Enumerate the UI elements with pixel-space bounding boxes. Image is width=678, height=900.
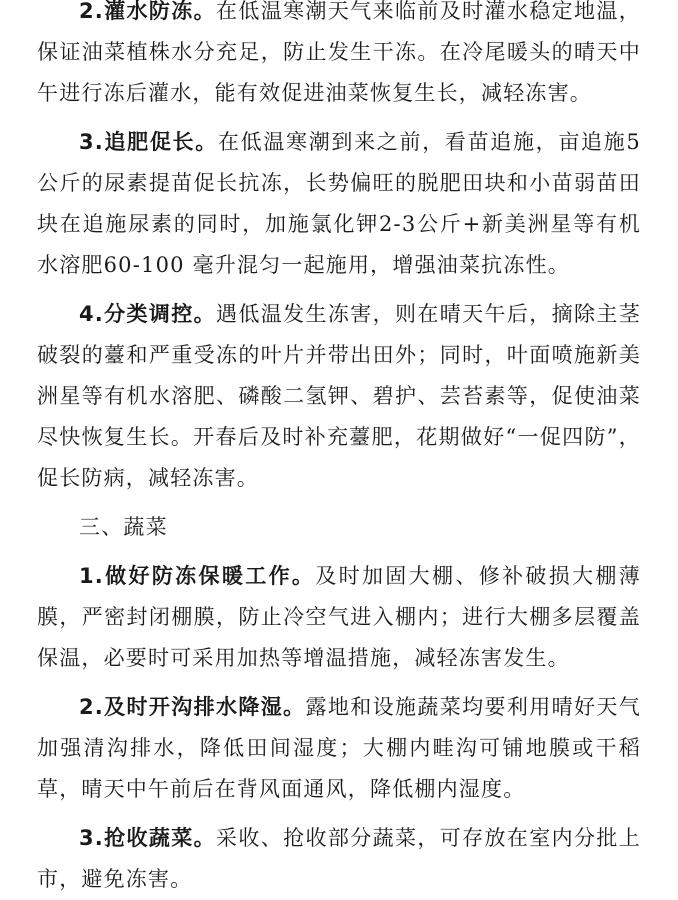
paragraph-irrigation xyxy=(0,0,678,114)
paragraph-lead: 2.及时开沟排水降湿。 xyxy=(79,695,306,719)
paragraph-fertilizer xyxy=(0,122,678,286)
paragraph-body: 采收、抢收部分蔬菜，可存放在室内分批上市，避免冻害。 xyxy=(37,826,641,891)
paragraph-body: 露地和设施蔬菜均要利用晴好天气加强清沟排水，降低田间湿度；大棚内畦沟可铺地膜或干稻草，晴天中午前后在背风面通风，降低棚内湿度。 xyxy=(37,695,641,801)
paragraph-frost-protection xyxy=(0,556,678,679)
paragraph-body: 在低温寒潮天气来临前及时灌水稳定地温，保证油菜植株水分充足，防止发生干冻。在冷尾暖头的晴天中午进行冻后灌水，能有效促进油菜恢复生长，减轻冻害。 xyxy=(37,0,641,105)
section-heading-vegetables: 三、蔬菜 xyxy=(79,515,168,539)
paragraph-harvest xyxy=(0,818,678,900)
paragraph-lead: 2.灌水防冻。 xyxy=(79,0,217,23)
paragraph-lead: 3.抢收蔬菜。 xyxy=(79,826,217,850)
paragraph-body: 及时加固大棚、修补破损大棚薄膜，严密封闭棚膜，防止冷空气进入棚内；进行大棚多层覆盖保温，必要时可采用加热等增温措施，减轻冻害发生。 xyxy=(37,564,641,670)
paragraph-drainage xyxy=(0,687,678,810)
paragraph-lead: 4.分类调控。 xyxy=(79,302,217,326)
paragraph-lead: 3.追肥促长。 xyxy=(79,130,218,154)
paragraph-lead: 1.做好防冻保暖工作。 xyxy=(79,564,316,588)
paragraph-body: 遇低温发生冻害，则在晴天午后，摘除主茎破裂的薹和严重受冻的叶片并带出田外；同时，叶面喷施新美洲星等有机水溶肥、磷酸二氢钾、碧护、芸苔素等，促使油菜尽快恢复生长。开春后及时补充薹肥，花期做好“一促四防”，促长防病，减轻冻害。 xyxy=(37,302,641,490)
paragraph-body: 在低温寒潮到来之前，看苗追施，亩追施5公斤的尿素提苗促长抗冻，长势偏旺的脱肥田块和小苗弱苗田块在追施尿素的同时，加施氯化钾2-3公斤+新美洲星等有机水溶肥60-100 毫升混匀一起施用，增强油菜抗冻性。 xyxy=(37,130,641,277)
paragraph-classified-control xyxy=(0,294,678,499)
